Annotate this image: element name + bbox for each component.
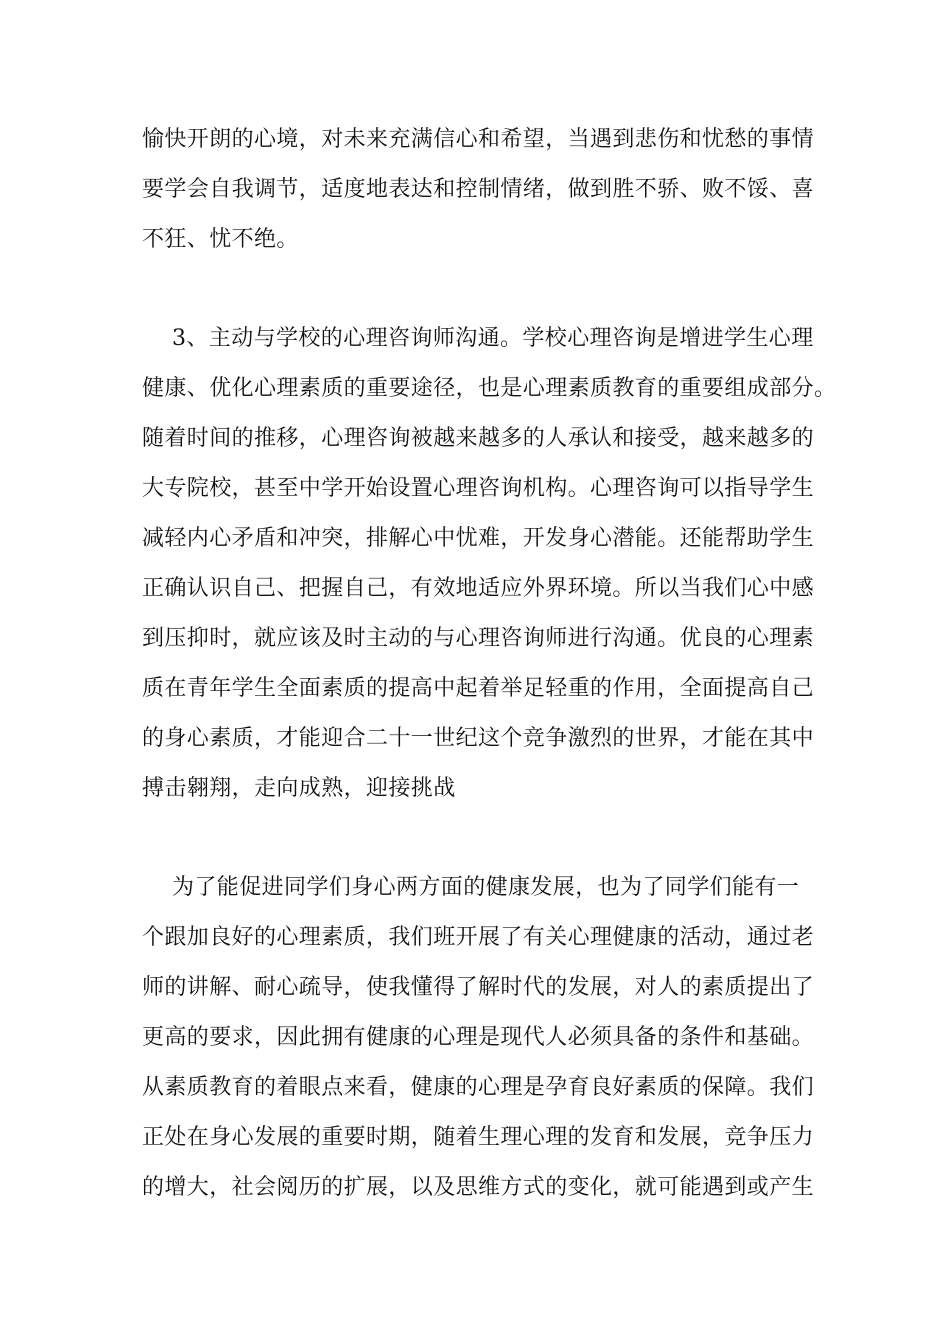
paragraph-2-line-1: 3、主动与学校的心理咨询师沟通。学校心理咨询是增进学生心理 bbox=[172, 326, 814, 351]
paragraph-2-line-6: 正确认识自己、把握自己，有效地适应外界环境。所以当我们心中感 bbox=[142, 576, 815, 601]
paragraph-3-line-5: 从素质教育的着眼点来看，健康的心理是孕育良好素质的保障。我们 bbox=[142, 1075, 815, 1100]
paragraph-2-line-9: 的身心素质，才能迎合二十一世纪这个竞争激烈的世界，才能在其中 bbox=[142, 726, 815, 751]
paragraph-2-line-8: 质在青年学生全面素质的提高中起着举足轻重的作用，全面提高自己 bbox=[142, 676, 815, 701]
paragraph-2-line-10: 搏击翱翔，走向成熟，迎接挑战 bbox=[142, 776, 456, 801]
paragraph-1-line-3: 不狂、忧不绝。 bbox=[142, 227, 299, 252]
paragraph-1-line-1: 愉快开朗的心境，对未来充满信心和希望，当遇到悲伤和忧愁的事情 bbox=[142, 127, 815, 152]
paragraph-1-line-2: 要学会自我调节，适度地表达和控制情绪，做到胜不骄、败不馁、喜 bbox=[142, 177, 815, 202]
paragraph-2-line-5: 减轻内心矛盾和冲突，排解心中忧难，开发身心潜能。还能帮助学生 bbox=[142, 526, 815, 551]
paragraph-3-line-3: 师的讲解、耐心疏导，使我懂得了解时代的发展，对人的素质提出了 bbox=[142, 975, 815, 1000]
paragraph-3-line-6: 正处在身心发展的重要时期，随着生理心理的发育和发展，竞争压力 bbox=[142, 1125, 815, 1150]
paragraph-2-line-4: 大专院校，甚至中学开始设置心理咨询机构。心理咨询可以指导学生 bbox=[142, 476, 815, 501]
paragraph-3-line-1: 为了能促进同学们身心两方面的健康发展，也为了同学们能有一 bbox=[172, 875, 800, 900]
paragraph-3-line-7: 的增大，社会阅历的扩展，以及思维方式的变化，就可能遇到或产生 bbox=[142, 1175, 815, 1200]
paragraph-3-line-2: 个跟加良好的心理素质，我们班开展了有关心理健康的活动，通过老 bbox=[142, 925, 815, 950]
paragraph-3-line-4: 更高的要求，因此拥有健康的心理是现代人必须具备的条件和基础。 bbox=[142, 1025, 815, 1050]
paragraph-2-line-2: 健康、优化心理素质的重要途径，也是心理素质教育的重要组成部分。 bbox=[142, 376, 837, 401]
paragraph-2-line-3: 随着时间的推移，心理咨询被越来越多的人承认和接受，越来越多的 bbox=[142, 426, 815, 451]
paragraph-2-line-7: 到压抑时，就应该及时主动的与心理咨询师进行沟通。优良的心理素 bbox=[142, 626, 815, 651]
